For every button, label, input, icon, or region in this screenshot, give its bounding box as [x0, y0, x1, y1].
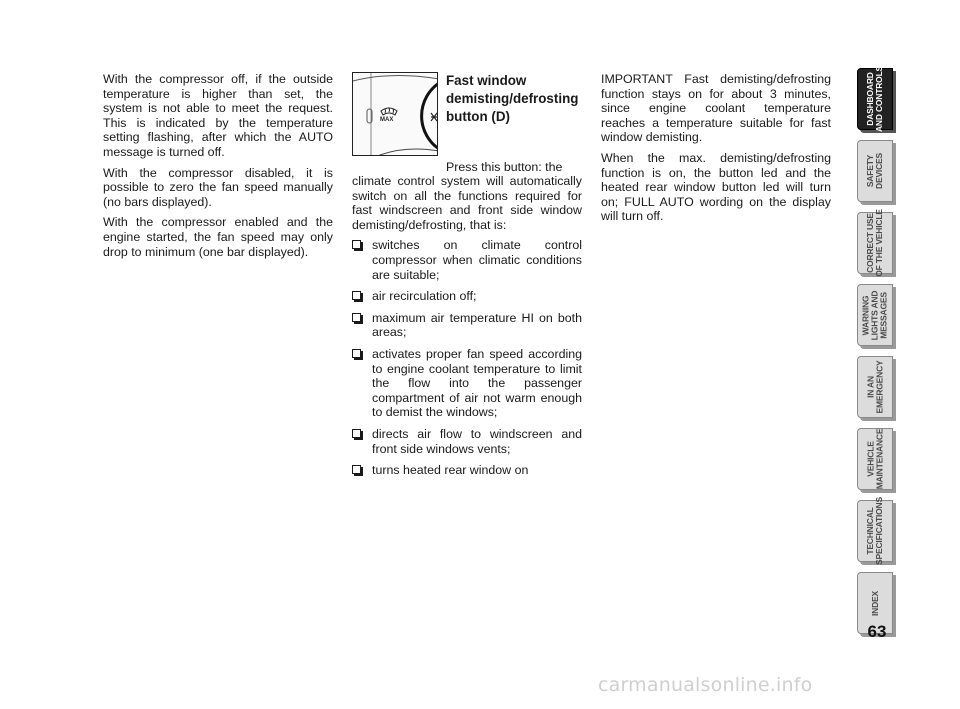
- intro-start: Press this button: the: [446, 160, 563, 174]
- paragraph: With the compressor disabled, it is possible to zero the fan speed manually (no bars displayed).: [103, 165, 333, 209]
- function-list: [352, 238, 582, 477]
- tab-technical-specifications[interactable]: TECHNICAL SPECIFICATIONS: [857, 500, 893, 562]
- page-number: 63: [867, 622, 887, 641]
- tab-dashboard-and-controls[interactable]: DASHBOARD AND CONTROLS: [857, 68, 893, 130]
- paragraph: IMPORTANT Fast demisting/defrosting function stays on for about 3 minutes, since engine coolant temperature reaches a temperature suitable for fast window demisting.: [601, 72, 831, 145]
- tab-safety-devices[interactable]: SAFETY DEVICES: [857, 140, 893, 202]
- column-1: [103, 72, 333, 265]
- checkbox-bullet-icon: [352, 429, 361, 438]
- list-item: turns heated rear window on: [352, 463, 582, 478]
- list-item: air recirculation off;: [352, 289, 582, 304]
- tab-warning-lights[interactable]: WARNING LIGHTS AND MESSAGES: [857, 284, 893, 346]
- checkbox-bullet-icon: [352, 465, 361, 474]
- windscreen-defrost-icon: [381, 108, 397, 115]
- checkbox-bullet-icon: [352, 291, 361, 300]
- tab-index[interactable]: INDEX: [857, 572, 893, 634]
- column-2-body: [352, 174, 582, 485]
- max-label: MAX: [380, 117, 394, 123]
- climate-panel-illustration: [353, 73, 438, 156]
- checkbox-bullet-icon: [352, 349, 361, 358]
- paragraph: With the compressor enabled and the engine started, the fan speed may only drop to minimum (one bar displayed).: [103, 215, 333, 259]
- chapter-tabs: [853, 65, 897, 644]
- paragraph: With the compressor off, if the outside temperature is higher than set, the system is not able to meet the request. This is indicated by the temperature setting flashing, after which the AUTO message is turned off.: [103, 72, 333, 159]
- tab-correct-use[interactable]: CORRECT USE OF THE VEHICLE: [857, 212, 893, 274]
- column-3: [601, 72, 831, 230]
- list-item: activates proper fan speed according to engine coolant temperature to limit the flow into the passenger compartment of air not warm enough to demist the windows;: [352, 347, 582, 420]
- paragraph: When the max. demisting/defrosting function is on, the button led and the heated rear window button led will turn on; FULL AUTO wording on the display will turn off.: [601, 150, 831, 224]
- list-item: maximum air temperature HI on both areas;: [352, 311, 582, 340]
- section-heading: [446, 72, 582, 126]
- tab-in-an-emergency[interactable]: IN AN EMERGENCY: [857, 356, 893, 418]
- checkbox-bullet-icon: [352, 240, 361, 249]
- heading-text: Fast window demisting/defrosting button (D): [446, 73, 579, 124]
- tab-vehicle-maintenance[interactable]: VEHICLE MAINTENANCE: [857, 428, 893, 490]
- watermark: carmanualsonline.info: [598, 674, 813, 696]
- fast-defrost-button-figure: [352, 72, 438, 156]
- checkbox-bullet-icon: [352, 313, 361, 322]
- list-item: directs air flow to windscreen and front side windows vents;: [352, 427, 582, 456]
- intro-rest: climate control system will automatically switch on all the functions required for fast windscreen and front side window demisting/defrosting, that is:: [352, 174, 582, 232]
- list-item: switches on climate control compressor when climatic conditions are suitable;: [352, 238, 582, 282]
